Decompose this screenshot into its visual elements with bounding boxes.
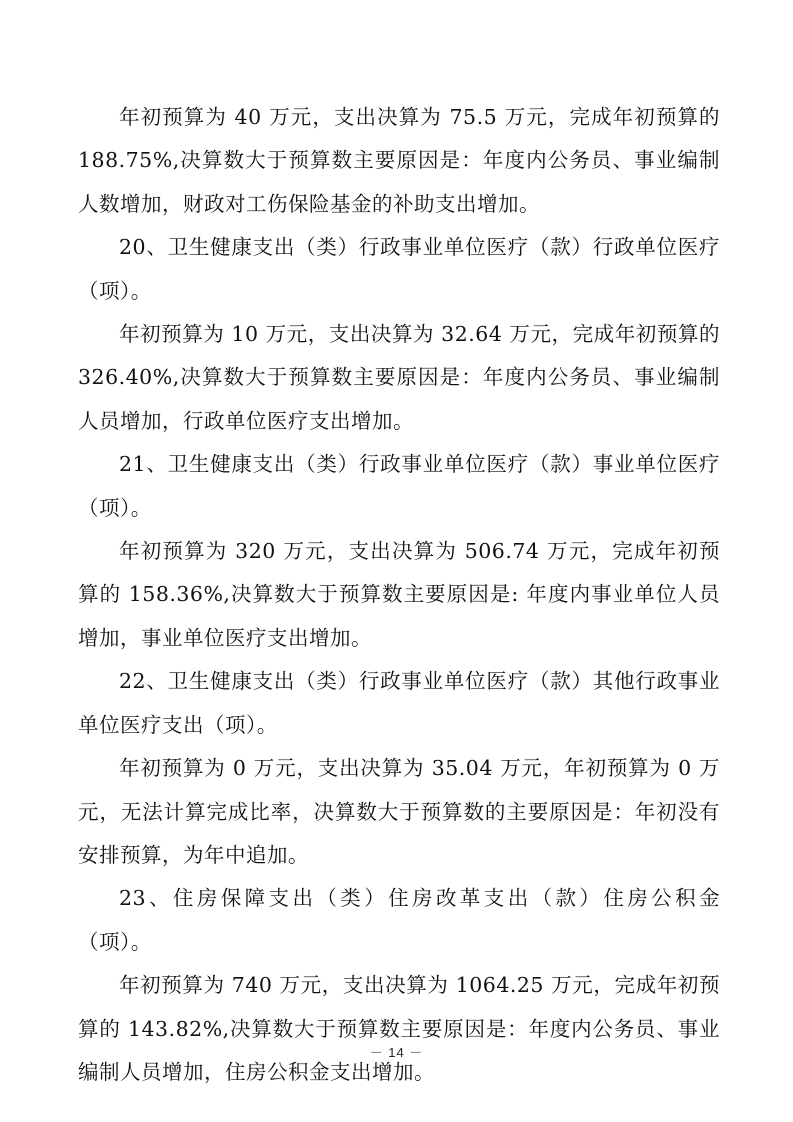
heading-item-21-institution-medical: 21、卫生健康支出（类）行政事业单位医疗（款）事业单位医疗（项）。 bbox=[78, 452, 720, 520]
heading-item-23-housing-fund: 23、住房保障支出（类）住房改革支出（款）住房公积金（项）。 bbox=[78, 886, 720, 954]
page-number: － 14 － bbox=[369, 1045, 424, 1060]
paragraph-budget-institution-medical: 年初预算为 320 万元，支出决算为 506.74 万元，完成年初预算的 158.36%,决算数大于预算数主要原因是: 年度内事业单位人员增加，事业单位医疗支出增加。 bbox=[78, 539, 720, 650]
paragraph-budget-housing-fund: 年初预算为 740 万元，支出决算为 1064.25 万元，完成年初预算的 143.82%,决算数大于预算数主要原因是：年度内公务员、事业编制人员增加，住房公积金支出增加。 bbox=[78, 973, 720, 1084]
paragraph-budget-administrative-medical: 年初预算为 10 万元，支出决算为 32.64 万元，完成年初预算的 326.40%,决算数大于预算数主要原因是：年度内公务员、事业编制人员增加，行政单位医疗支出增加。 bbox=[78, 322, 720, 433]
paragraph-budget-other-medical: 年初预算为 0 万元，支出决算为 35.04 万元，年初预算为 0 万元，无法计算完成比率，决算数大于预算数的主要原因是：年初没有安排预算，为年中追加。 bbox=[78, 756, 720, 867]
paragraph-budget-work-injury: 年初预算为 40 万元，支出决算为 75.5 万元，完成年初预算的 188.75%,决算数大于预算数主要原因是：年度内公务员、事业编制人数增加，财政对工伤保险基金的补助支出增加。 bbox=[78, 105, 720, 216]
document-body bbox=[78, 96, 720, 1094]
heading-item-20-administrative-medical: 20、卫生健康支出（类）行政事业单位医疗（款）行政单位医疗（项）。 bbox=[78, 235, 720, 303]
heading-item-22-other-medical: 22、卫生健康支出（类）行政事业单位医疗（款）其他行政事业单位医疗支出（项）。 bbox=[78, 669, 720, 737]
